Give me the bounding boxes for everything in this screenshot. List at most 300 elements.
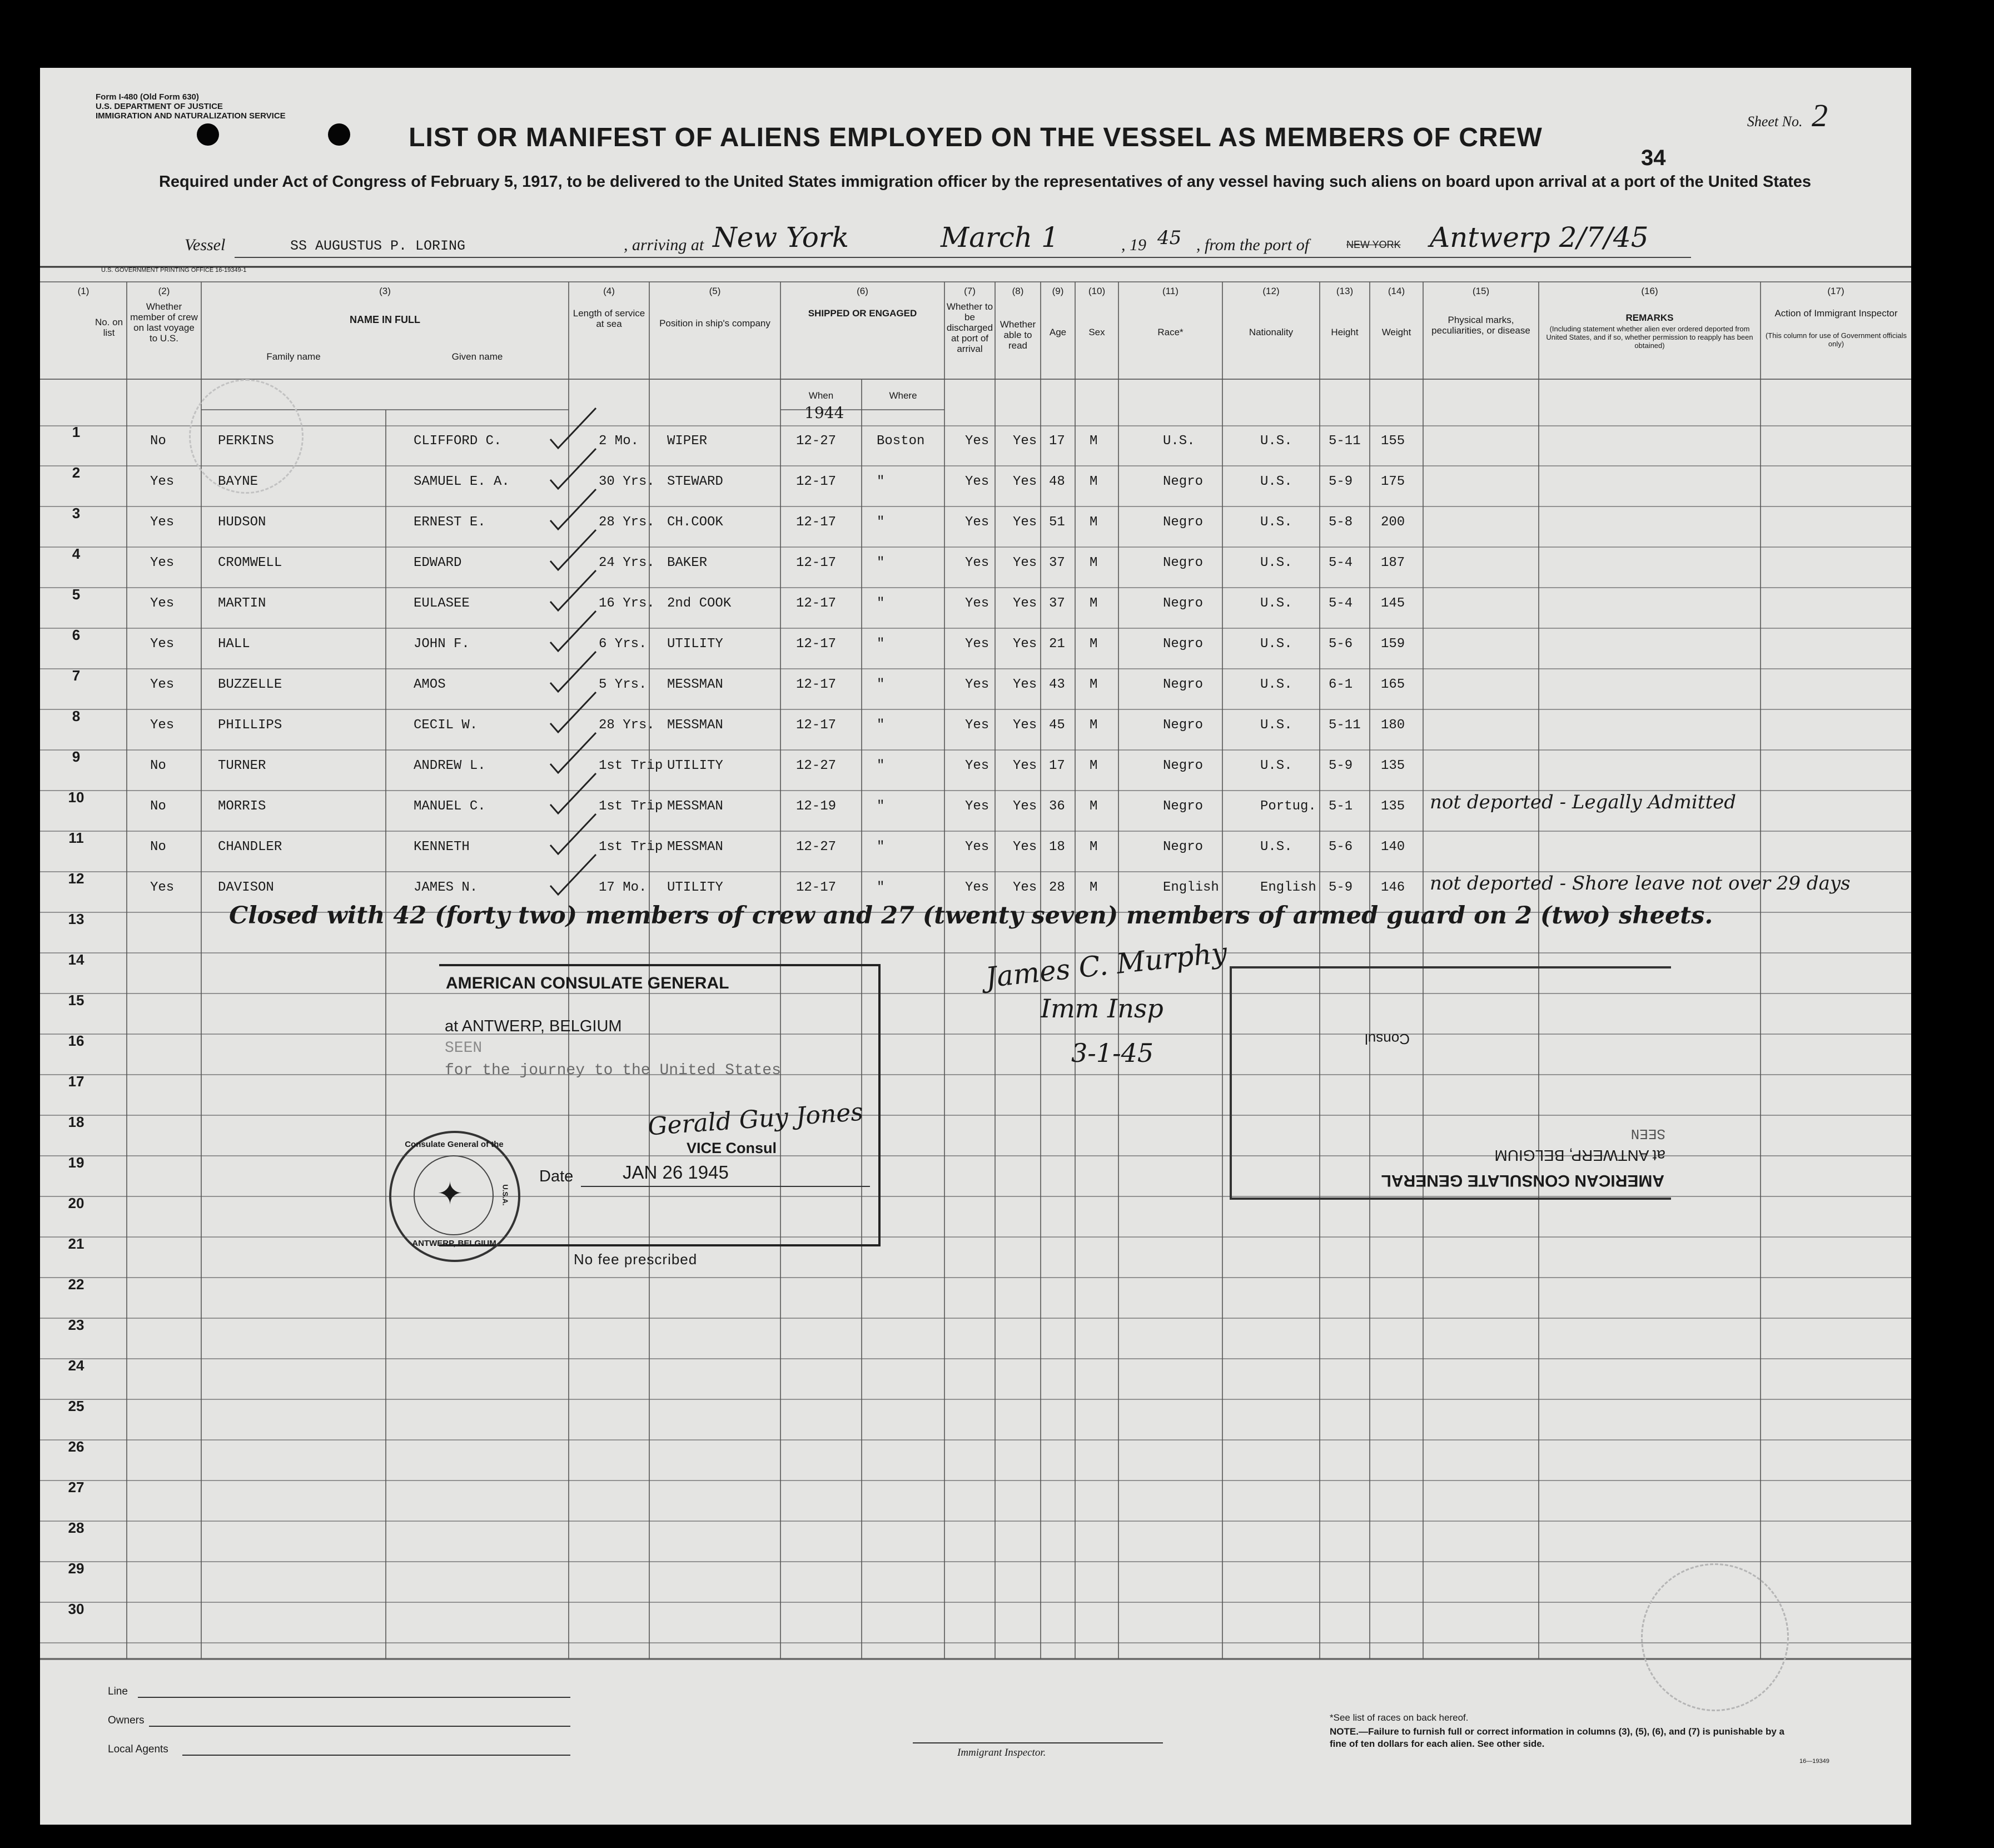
cell-race: Negro <box>1163 758 1204 773</box>
cell-given-name: KENNETH <box>414 839 470 855</box>
cell-height: 5-11 <box>1329 434 1361 449</box>
row-number: 10 <box>68 789 84 806</box>
column-number: (6) <box>857 286 868 296</box>
cell-weight: 135 <box>1381 799 1405 814</box>
header-action-inspector: Action of Immigrant Inspector <box>1774 308 1898 319</box>
seal-text-side: U.S.A. <box>501 1184 510 1206</box>
cell-sex: M <box>1090 799 1098 814</box>
cell-family-name: MORRIS <box>218 799 266 814</box>
cell-shipped-where: Boston <box>877 434 925 449</box>
inspector-signature: James C. Murphy <box>984 936 1229 994</box>
cell-shipped-when: 12-19 <box>796 799 837 814</box>
cell-height: 5-9 <box>1329 758 1353 773</box>
row-number: 18 <box>68 1114 84 1130</box>
column-number: (9) <box>1052 286 1064 296</box>
cell-race: Negro <box>1163 799 1204 814</box>
cell-nationality: U.S. <box>1260 839 1292 855</box>
cell-shipped-where: " <box>877 596 885 611</box>
cell-discharged: Yes <box>965 637 989 652</box>
cell-discharged: Yes <box>965 596 989 611</box>
row-number: 28 <box>68 1519 84 1536</box>
header-nationality: Nationality <box>1249 327 1294 337</box>
cell-race: U.S. <box>1163 434 1195 449</box>
cell-service-length: 28 Yrs. <box>599 515 655 530</box>
cell-age: 37 <box>1049 596 1065 611</box>
column-number: (16) <box>1641 286 1658 296</box>
cell-last-voyage: Yes <box>150 677 175 692</box>
row-number: 1 <box>72 424 81 440</box>
cell-weight: 187 <box>1381 555 1405 570</box>
cell-shipped-when: 12-17 <box>796 677 837 692</box>
cell-able-to-read: Yes <box>1013 718 1037 733</box>
footer-inspector-field <box>913 1742 1163 1743</box>
cell-height: 5-8 <box>1329 515 1353 530</box>
vice-consul-label: VICE Consul <box>687 1140 777 1156</box>
cell-last-voyage: Yes <box>150 555 175 570</box>
cell-shipped-where: " <box>877 758 885 773</box>
mirror-seen: SEEN <box>1630 1125 1665 1142</box>
mirror-location: at ANTWERP, BELGIUM <box>1494 1147 1665 1164</box>
cell-given-name: ERNEST E. <box>414 515 486 530</box>
arriving-port: New York <box>713 221 849 254</box>
cell-given-name: JOHN F. <box>414 637 470 652</box>
cell-age: 37 <box>1049 555 1065 570</box>
row-number: 2 <box>72 464 81 481</box>
seal-text-bottom: ANTWERP, BELGIUM <box>412 1239 496 1248</box>
cell-family-name: HALL <box>218 637 250 652</box>
cell-given-name: JAMES N. <box>414 880 478 895</box>
cell-shipped-where: " <box>877 515 885 530</box>
sheet-label: Sheet No. <box>1747 113 1803 130</box>
row-number: 24 <box>68 1357 84 1374</box>
cell-position: UTILITY <box>667 637 723 652</box>
header-name-in-full: NAME IN FULL <box>350 314 420 325</box>
cell-position: STEWARD <box>667 474 723 489</box>
service-name: IMMIGRATION AND NATURALIZATION SERVICE <box>96 111 286 121</box>
cell-position: CH.COOK <box>667 515 723 530</box>
cell-weight: 155 <box>1381 434 1405 449</box>
cell-discharged: Yes <box>965 880 989 895</box>
header-position: Position in ship's company <box>659 318 770 329</box>
column-number: (8) <box>1012 286 1024 296</box>
row-number: 22 <box>68 1276 84 1293</box>
cell-discharged: Yes <box>965 799 989 814</box>
cell-able-to-read: Yes <box>1013 555 1037 570</box>
header-length-service: Length of service at sea <box>573 308 645 329</box>
cell-weight: 175 <box>1381 474 1405 489</box>
cell-position: MESSMAN <box>667 799 723 814</box>
cell-age: 28 <box>1049 880 1065 895</box>
cell-given-name: ANDREW L. <box>414 758 486 773</box>
row-number: 29 <box>68 1560 84 1577</box>
header-when: When <box>808 390 834 401</box>
row-number: 25 <box>68 1398 84 1414</box>
cell-shipped-when: 12-27 <box>796 434 837 449</box>
row-number: 30 <box>68 1601 84 1617</box>
cell-sex: M <box>1090 555 1098 570</box>
cell-family-name: DAVISON <box>218 880 274 895</box>
row-number: 27 <box>68 1479 84 1496</box>
mirrored-consulate-stamp <box>1230 966 1671 1200</box>
header-weight: Weight <box>1381 327 1411 337</box>
year-prefix: , 19 <box>1121 236 1146 254</box>
eagle-icon: ✦ <box>437 1177 463 1211</box>
cell-sex: M <box>1090 718 1098 733</box>
cell-nationality: U.S. <box>1260 596 1292 611</box>
cell-last-voyage: Yes <box>150 474 175 489</box>
cell-age: 48 <box>1049 474 1065 489</box>
column-number: (13) <box>1336 286 1354 296</box>
cell-service-length: 1st Trip <box>599 758 663 773</box>
cell-position: UTILITY <box>667 758 723 773</box>
cell-sex: M <box>1090 758 1098 773</box>
cell-shipped-when: 12-27 <box>796 758 837 773</box>
cell-last-voyage: Yes <box>150 880 175 895</box>
header-physical-marks: Physical marks, peculiarities, or disease <box>1431 315 1530 336</box>
cell-weight: 146 <box>1381 880 1405 895</box>
cell-shipped-where: " <box>877 718 885 733</box>
cell-able-to-read: Yes <box>1013 434 1037 449</box>
cell-able-to-read: Yes <box>1013 474 1037 489</box>
header-race: Race* <box>1157 327 1184 337</box>
header-sex: Sex <box>1088 327 1105 337</box>
cell-service-length: 16 Yrs. <box>599 596 655 611</box>
cell-given-name: CECIL W. <box>414 718 478 733</box>
cell-height: 5-6 <box>1329 637 1353 652</box>
cell-family-name: PERKINS <box>218 434 274 449</box>
cell-height: 5-9 <box>1329 474 1353 489</box>
column-number: (10) <box>1088 286 1106 296</box>
header-able-to-read: Whether able to read <box>1000 319 1036 351</box>
cell-discharged: Yes <box>965 758 989 773</box>
cell-shipped-where: " <box>877 677 885 692</box>
column-number: (14) <box>1388 286 1405 296</box>
stamp-location: at ANTWERP, BELGIUM <box>445 1017 622 1035</box>
cell-age: 45 <box>1049 718 1065 733</box>
header-shipped-engaged: SHIPPED OR ENGAGED <box>808 308 917 319</box>
row-number: 23 <box>68 1317 84 1333</box>
fee-note: No fee prescribed <box>574 1251 698 1268</box>
footer-owners-label: Owners <box>108 1715 145 1726</box>
header-no-on-list: No. on list <box>95 317 123 338</box>
row-number: 21 <box>68 1235 84 1252</box>
cell-last-voyage: Yes <box>150 637 175 652</box>
column-number: (15) <box>1472 286 1490 296</box>
cell-family-name: CROMWELL <box>218 555 282 570</box>
cell-shipped-where: " <box>877 474 885 489</box>
printing-office-note: U.S. GOVERNMENT PRINTING OFFICE 16-19349-1 <box>101 267 247 274</box>
cell-weight: 145 <box>1381 596 1405 611</box>
cell-height: 5-4 <box>1329 596 1353 611</box>
cell-sex: M <box>1090 677 1098 692</box>
cell-weight: 159 <box>1381 637 1405 652</box>
cell-last-voyage: No <box>150 839 166 855</box>
from-port-struck: NEW YORK <box>1346 239 1401 250</box>
cell-height: 6-1 <box>1329 677 1353 692</box>
column-number: (12) <box>1262 286 1280 296</box>
header-given-name: Given name <box>451 351 503 362</box>
cell-family-name: CHANDLER <box>218 839 282 855</box>
header-discharged: Whether to be discharged at port of arrival <box>946 301 993 354</box>
cell-height: 5-6 <box>1329 839 1353 855</box>
column-number: (7) <box>964 286 976 296</box>
from-label: , from the port of <box>1196 236 1310 254</box>
cell-shipped-when: 12-17 <box>796 637 837 652</box>
cell-age: 18 <box>1049 839 1065 855</box>
column-number: (11) <box>1162 286 1179 296</box>
manifest-subtitle: Required under Act of Congress of February 5, 1917, to be delivered to the United States immigration officer by the representatives of any vessel having such aliens on board upon arrival at a port of the United States <box>158 173 1812 191</box>
cell-race: Negro <box>1163 555 1204 570</box>
consul-signature: Gerald Guy Jones <box>647 1097 864 1141</box>
cell-discharged: Yes <box>965 434 989 449</box>
column-number: (1) <box>77 286 89 296</box>
form-number: Form I-480 (Old Form 630) <box>96 92 199 102</box>
cell-shipped-when: 12-17 <box>796 474 837 489</box>
cell-position: BAKER <box>667 555 708 570</box>
cell-sex: M <box>1090 637 1098 652</box>
cell-position: MESSMAN <box>667 839 723 855</box>
cell-race: Negro <box>1163 839 1204 855</box>
cell-last-voyage: No <box>150 799 166 814</box>
footer-agents-label: Local Agents <box>108 1743 168 1755</box>
cell-height: 5-9 <box>1329 880 1353 895</box>
cell-family-name: TURNER <box>218 758 266 773</box>
cell-shipped-when: 12-17 <box>796 880 837 895</box>
cell-given-name: MANUEL C. <box>414 799 486 814</box>
cell-race: Negro <box>1163 596 1204 611</box>
cell-last-voyage: Yes <box>150 596 175 611</box>
row-number: 19 <box>68 1154 84 1171</box>
races-note: *See list of races on back hereof. <box>1330 1712 1469 1723</box>
column-number: (4) <box>603 286 615 296</box>
cell-nationality: U.S. <box>1260 515 1292 530</box>
stamp-journey: for the journey to the United States <box>445 1062 781 1079</box>
cell-last-voyage: Yes <box>150 515 175 530</box>
row-number: 11 <box>68 829 84 846</box>
header-height: Height <box>1331 327 1359 337</box>
cell-position: 2nd COOK <box>667 596 732 611</box>
cell-race: Negro <box>1163 474 1204 489</box>
cell-shipped-when: 12-17 <box>796 515 837 530</box>
manifest-title: LIST OR MANIFEST OF ALIENS EMPLOYED ON THE VESSEL AS MEMBERS OF CREW <box>409 123 1543 152</box>
cell-service-length: 2 Mo. <box>599 434 639 449</box>
cell-service-length: 6 Yrs. <box>599 637 647 652</box>
cell-able-to-read: Yes <box>1013 637 1037 652</box>
page-number: 34 <box>1641 146 1666 170</box>
cell-service-length: 1st Trip <box>599 799 663 814</box>
cell-shipped-when: 12-27 <box>796 839 837 855</box>
stamp-seen: SEEN <box>445 1040 483 1057</box>
cell-shipped-where: " <box>877 880 885 895</box>
cell-remarks: not deported - Shore leave not over 29 days <box>1430 872 1851 895</box>
cell-last-voyage: No <box>150 758 166 773</box>
cell-shipped-where: " <box>877 637 885 652</box>
row-number: 12 <box>68 870 84 887</box>
footer-line-label: Line <box>108 1686 128 1697</box>
cell-race: Negro <box>1163 637 1204 652</box>
column-number: (5) <box>709 286 721 296</box>
row-number: 4 <box>72 545 81 562</box>
stamp-title: AMERICAN CONSULATE GENERAL <box>446 974 729 992</box>
cell-height: 5-11 <box>1329 718 1361 733</box>
cell-nationality: English <box>1260 880 1316 895</box>
cell-nationality: U.S. <box>1260 637 1292 652</box>
stamp-date-underline <box>581 1186 870 1187</box>
cell-race: Negro <box>1163 718 1204 733</box>
cell-service-length: 24 Yrs. <box>599 555 655 570</box>
seal-text-top: Consulate General of the <box>405 1140 504 1149</box>
cell-service-length: 1st Trip <box>599 839 663 855</box>
manifest-sheet <box>40 68 1911 1825</box>
row-number: 13 <box>68 911 84 927</box>
cell-family-name: PHILLIPS <box>218 718 282 733</box>
cell-shipped-when: 12-17 <box>796 718 837 733</box>
cell-nationality: U.S. <box>1260 677 1292 692</box>
cell-nationality: U.S. <box>1260 474 1292 489</box>
cell-shipped-where: " <box>877 839 885 855</box>
cell-age: 51 <box>1049 515 1065 530</box>
cell-shipped-when: 12-17 <box>796 555 837 570</box>
row-number: 9 <box>72 748 81 765</box>
row-number: 26 <box>68 1438 84 1455</box>
cell-nationality: U.S. <box>1260 718 1292 733</box>
cell-given-name: EULASEE <box>414 596 470 611</box>
row-number: 5 <box>72 586 81 603</box>
mirror-title: AMERICAN CONSULATE GENERAL <box>1381 1171 1664 1190</box>
header-age: Age <box>1049 327 1067 337</box>
cell-able-to-read: Yes <box>1013 799 1037 814</box>
vessel-name: SS AUGUSTUS P. LORING <box>290 238 466 254</box>
cell-family-name: BAYNE <box>218 474 258 489</box>
faint-seal-upper <box>189 379 304 494</box>
cell-able-to-read: Yes <box>1013 839 1037 855</box>
row-number: 15 <box>68 992 84 1009</box>
cell-shipped-when: 12-17 <box>796 596 837 611</box>
inspector-title: Imm Insp <box>1041 993 1163 1024</box>
cell-weight: 140 <box>1381 839 1405 855</box>
cell-given-name: CLIFFORD C. <box>414 434 502 449</box>
cell-able-to-read: Yes <box>1013 880 1037 895</box>
cell-discharged: Yes <box>965 474 989 489</box>
cell-discharged: Yes <box>965 839 989 855</box>
cell-able-to-read: Yes <box>1013 758 1037 773</box>
mirror-consul: Consul <box>1365 1031 1410 1047</box>
cell-remarks: not deported - Legally Admitted <box>1430 791 1737 813</box>
form-code: 16—19349 <box>1799 1758 1829 1765</box>
inspector-sign-date: 3-1-45 <box>1071 1038 1154 1068</box>
cell-last-voyage: Yes <box>150 718 175 733</box>
column-number: (2) <box>158 286 170 296</box>
column-number: (17) <box>1827 286 1844 296</box>
stamp-date: JAN 26 1945 <box>623 1162 729 1183</box>
cell-nationality: U.S. <box>1260 434 1292 449</box>
cell-given-name: AMOS <box>414 677 446 692</box>
cell-weight: 165 <box>1381 677 1405 692</box>
cell-service-length: 17 Mo. <box>599 880 647 895</box>
footer-line-field <box>138 1697 570 1698</box>
cell-weight: 200 <box>1381 515 1405 530</box>
cell-sex: M <box>1090 880 1098 895</box>
cell-shipped-where: " <box>877 799 885 814</box>
cell-nationality: U.S. <box>1260 555 1292 570</box>
row-number: 7 <box>72 667 81 684</box>
cell-given-name: EDWARD <box>414 555 462 570</box>
from-port: Antwerp 2/7/45 <box>1430 221 1649 254</box>
arrival-date: March 1 <box>941 221 1059 254</box>
header-remarks-note: (Including statement whether alien ever ordered deported from United States, and if so, whether permission to reapply has been obtained) <box>1546 325 1753 350</box>
stamp-date-label: Date <box>539 1168 574 1185</box>
header-when-year: 1944 <box>804 404 844 422</box>
cell-given-name: SAMUEL E. A. <box>414 474 510 489</box>
row-number: 20 <box>68 1195 84 1211</box>
closing-note: Closed with 42 (forty two) members of crew and 27 (twenty seven) members of armed guard on 2 (two) sheets. <box>229 902 1713 930</box>
vessel-label: Vessel <box>185 236 226 254</box>
department-name: U.S. DEPARTMENT OF JUSTICE <box>96 102 223 111</box>
arriving-label: , arriving at <box>624 236 704 254</box>
header-where: Where <box>889 390 917 401</box>
cell-race: Negro <box>1163 677 1204 692</box>
cell-service-length: 5 Yrs. <box>599 677 647 692</box>
cell-family-name: HUDSON <box>218 515 266 530</box>
cell-race: English <box>1163 880 1219 895</box>
cell-position: UTILITY <box>667 880 723 895</box>
row-number: 17 <box>68 1073 84 1090</box>
cell-age: 43 <box>1049 677 1065 692</box>
cell-sex: M <box>1090 515 1098 530</box>
faint-seal <box>1641 1563 1789 1711</box>
cell-able-to-read: Yes <box>1013 596 1037 611</box>
cell-weight: 135 <box>1381 758 1405 773</box>
cell-discharged: Yes <box>965 677 989 692</box>
cell-sex: M <box>1090 839 1098 855</box>
cell-weight: 180 <box>1381 718 1405 733</box>
header-last-voyage: Whether member of crew on last voyage to U.S. <box>130 301 198 344</box>
mirrored-stamp-text <box>1232 968 1671 1198</box>
cell-age: 17 <box>1049 434 1065 449</box>
header-family-name: Family name <box>266 351 321 362</box>
column-number: (3) <box>379 286 391 296</box>
cell-discharged: Yes <box>965 515 989 530</box>
cell-service-length: 30 Yrs. <box>599 474 655 489</box>
penalty-note: NOTE.—Failure to furnish full or correct information in columns (3), (5), (6), and (7) is punishable by a fine of ten dollars for each alien. See other side. <box>1330 1726 1784 1749</box>
cell-height: 5-1 <box>1329 799 1353 814</box>
row-number: 6 <box>72 627 81 643</box>
consulate-seal <box>389 1131 520 1262</box>
cell-discharged: Yes <box>965 555 989 570</box>
cell-last-voyage: No <box>150 434 166 449</box>
cell-sex: M <box>1090 474 1098 489</box>
cell-position: MESSMAN <box>667 677 723 692</box>
footer-owners-field <box>149 1726 570 1727</box>
row-number: 8 <box>72 708 81 724</box>
cell-race: Negro <box>1163 515 1204 530</box>
cell-sex: M <box>1090 434 1098 449</box>
cell-nationality: Portug. <box>1260 799 1316 814</box>
cell-age: 17 <box>1049 758 1065 773</box>
cell-service-length: 28 Yrs. <box>599 718 655 733</box>
footer-agents-field <box>182 1755 570 1756</box>
row-number: 14 <box>68 951 84 968</box>
cell-age: 21 <box>1049 637 1065 652</box>
arrival-year: 45 <box>1157 227 1182 249</box>
cell-position: MESSMAN <box>667 718 723 733</box>
cell-nationality: U.S. <box>1260 758 1292 773</box>
cell-able-to-read: Yes <box>1013 515 1037 530</box>
cell-able-to-read: Yes <box>1013 677 1037 692</box>
cell-sex: M <box>1090 596 1098 611</box>
cell-position: WIPER <box>667 434 708 449</box>
cell-discharged: Yes <box>965 718 989 733</box>
